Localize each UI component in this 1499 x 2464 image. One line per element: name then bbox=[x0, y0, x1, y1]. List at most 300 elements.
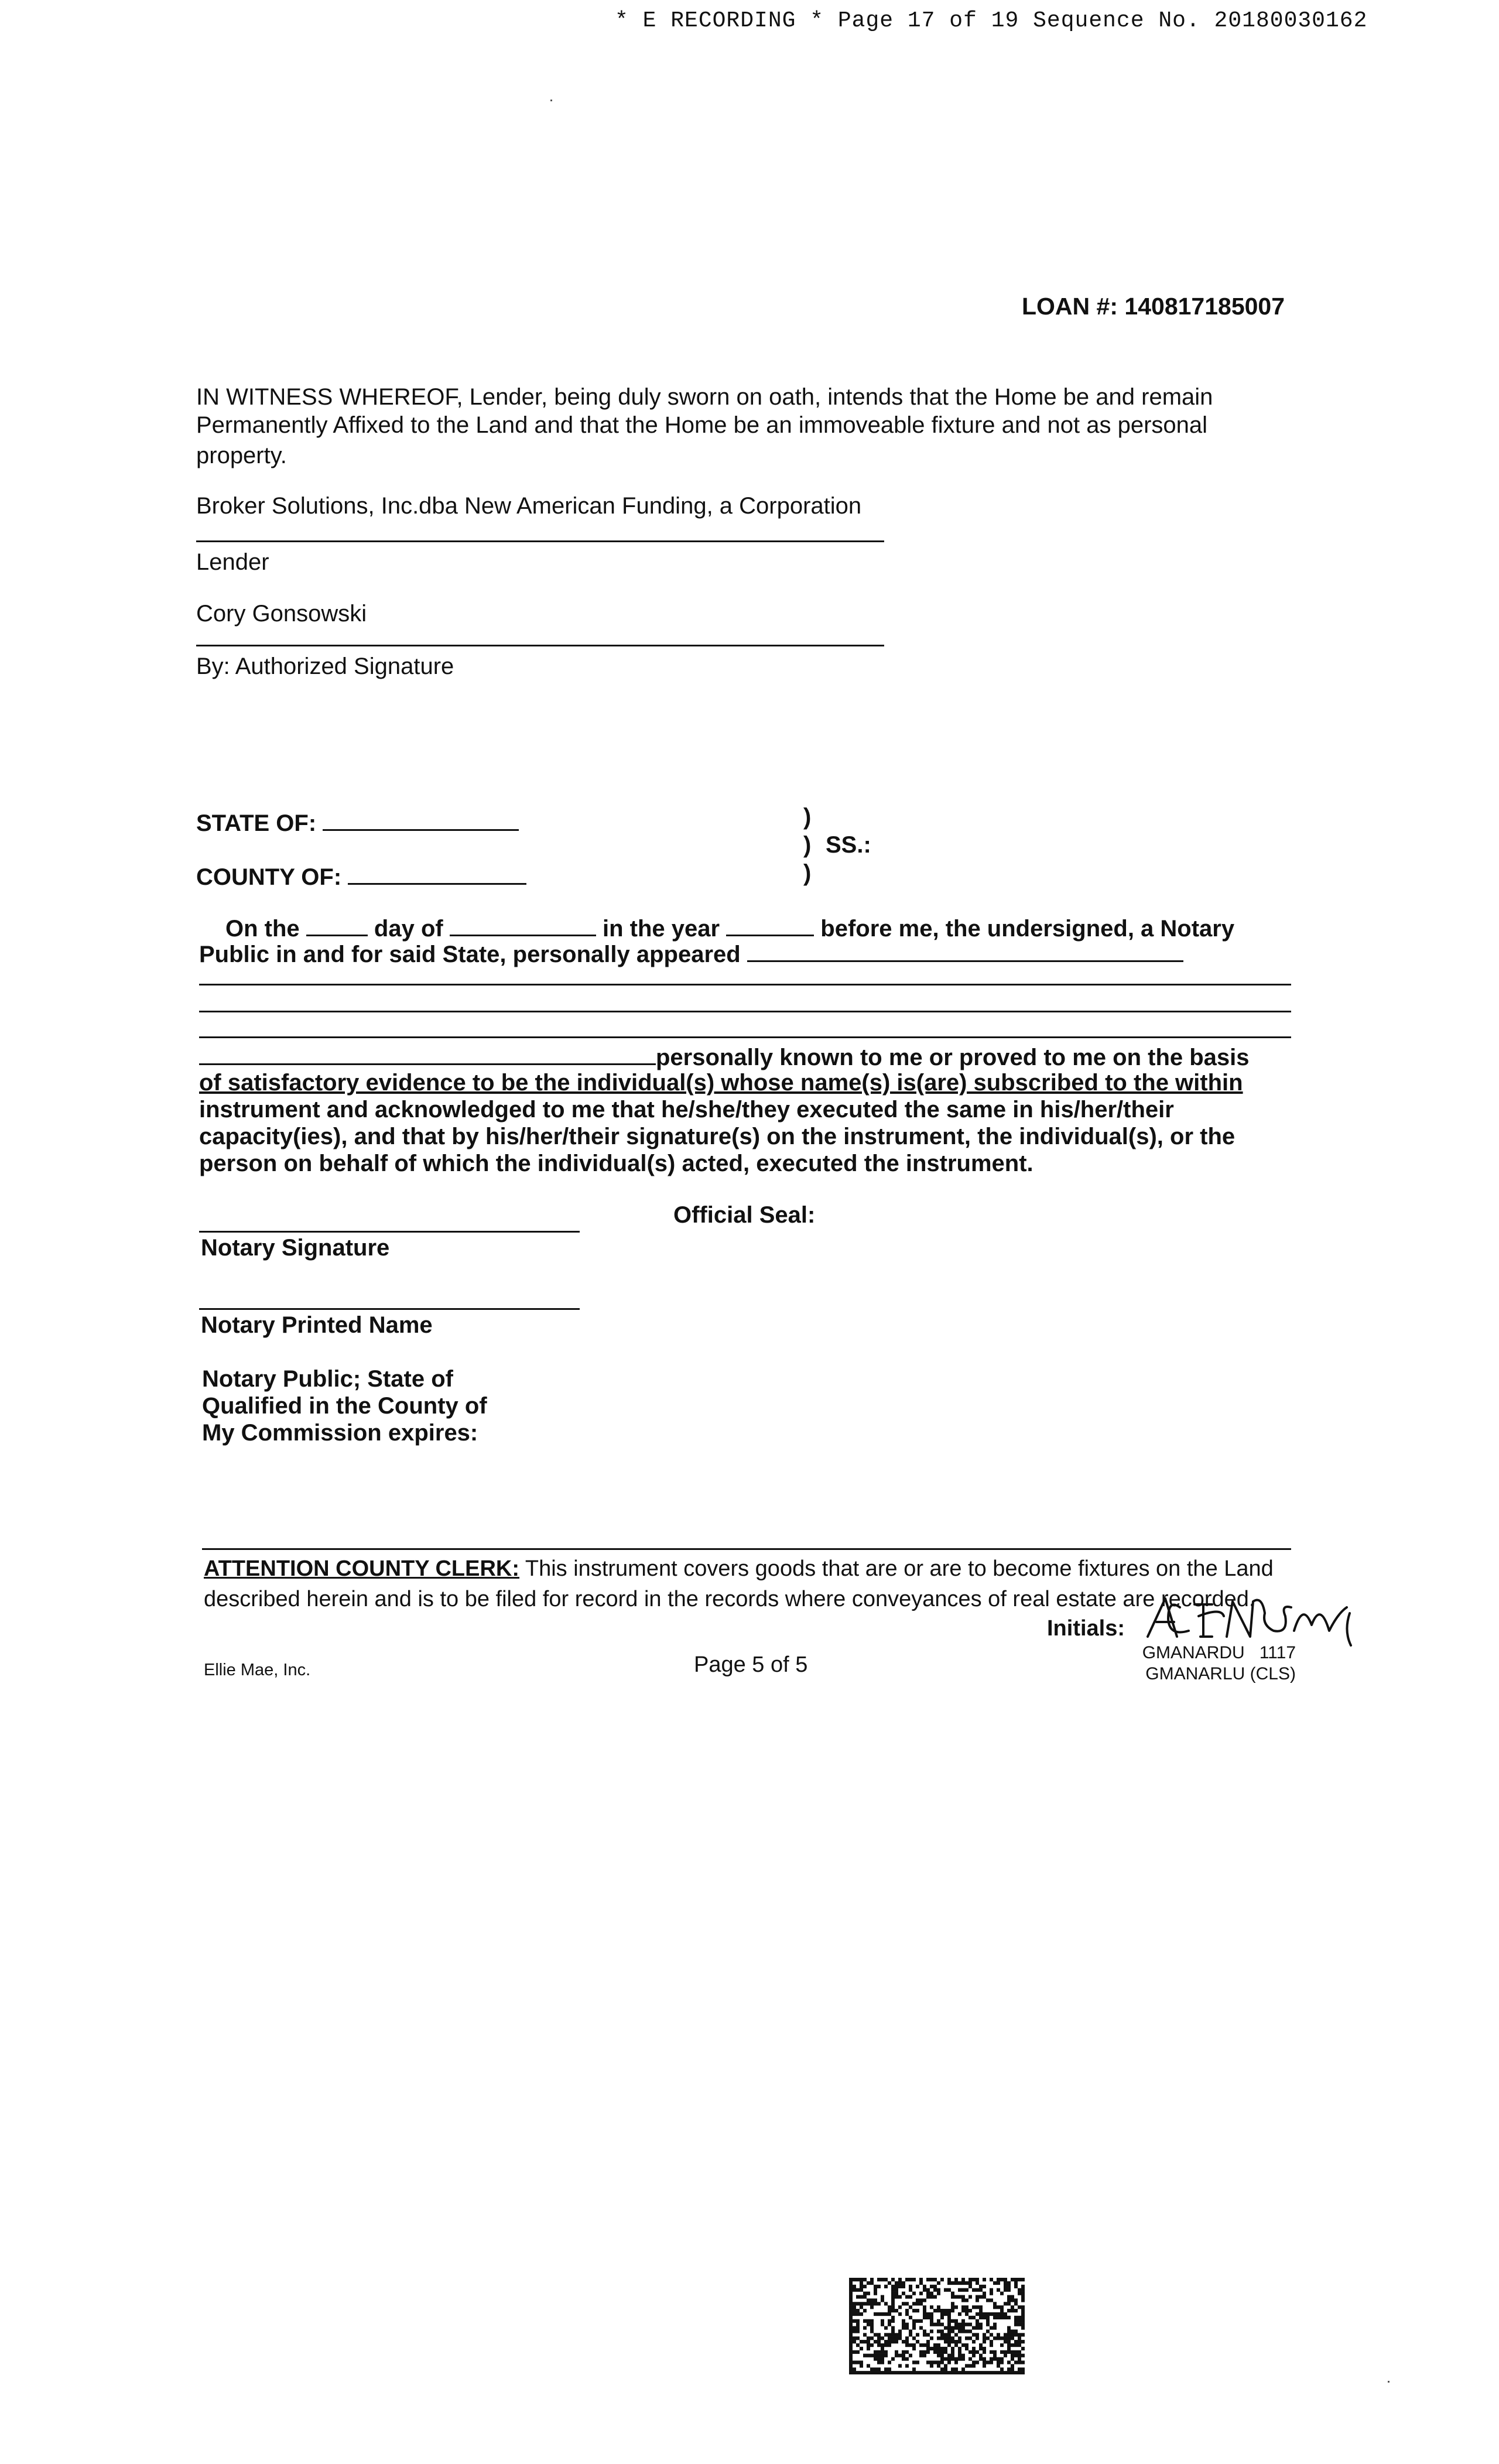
barcode-module bbox=[884, 2371, 888, 2374]
barcode-module bbox=[898, 2371, 902, 2374]
barcode-module bbox=[986, 2360, 990, 2364]
barcode-module bbox=[954, 2357, 958, 2361]
barcode-module bbox=[933, 2295, 937, 2298]
barcode-module bbox=[979, 2326, 983, 2330]
in-the-year-text: in the year bbox=[602, 916, 720, 942]
barcode-module bbox=[860, 2312, 863, 2316]
barcode-module bbox=[997, 2281, 1000, 2285]
barcode-module bbox=[930, 2319, 933, 2323]
paren-3: ) bbox=[803, 860, 812, 886]
barcode-module bbox=[863, 2278, 867, 2281]
barcode-module bbox=[856, 2336, 860, 2340]
barcode-module bbox=[888, 2309, 891, 2312]
barcode-module bbox=[912, 2367, 916, 2371]
barcode-module bbox=[1021, 2360, 1025, 2364]
barcode-module bbox=[870, 2323, 874, 2326]
barcode-module bbox=[898, 2333, 902, 2336]
barcode-module bbox=[891, 2302, 895, 2305]
barcode-module bbox=[867, 2354, 870, 2357]
barcode-module bbox=[983, 2278, 986, 2281]
barcode-module bbox=[863, 2295, 867, 2298]
barcode-module bbox=[986, 2323, 990, 2326]
barcode-module bbox=[881, 2298, 884, 2302]
barcode-module bbox=[951, 2354, 954, 2357]
barcode-module bbox=[979, 2288, 983, 2292]
barcode-module bbox=[881, 2354, 884, 2357]
scan-speck bbox=[550, 100, 552, 101]
barcode-module bbox=[856, 2350, 860, 2354]
barcode-module bbox=[947, 2333, 951, 2336]
barcode-module bbox=[909, 2278, 912, 2281]
barcode-module bbox=[1014, 2319, 1018, 2323]
barcode-module bbox=[951, 2367, 954, 2371]
barcode-module bbox=[849, 2285, 853, 2288]
ack-para-line-1: of satisfactory evidence to be the individual(s) whose name(s) is(are) subscribed to the within bbox=[199, 1070, 1243, 1096]
barcode-module bbox=[891, 2316, 895, 2319]
barcode-module bbox=[990, 2288, 993, 2292]
barcode-module bbox=[1021, 2288, 1025, 2292]
barcode-module bbox=[961, 2278, 965, 2281]
barcode-module bbox=[951, 2281, 954, 2285]
barcode-module bbox=[923, 2354, 926, 2357]
barcode-module bbox=[976, 2371, 979, 2374]
barcode-module bbox=[909, 2288, 912, 2292]
barcode-module bbox=[1011, 2367, 1014, 2371]
barcode-module bbox=[870, 2281, 874, 2285]
barcode-module bbox=[965, 2298, 968, 2302]
appeared-name-blank bbox=[199, 1042, 656, 1065]
barcode-module bbox=[1014, 2285, 1018, 2288]
barcode-module bbox=[933, 2350, 937, 2354]
state-of-block bbox=[196, 808, 519, 837]
barcode-module bbox=[947, 2336, 951, 2340]
barcode-module bbox=[951, 2371, 954, 2374]
barcode-module bbox=[905, 2357, 909, 2361]
barcode-module bbox=[947, 2326, 951, 2330]
barcode-module bbox=[1014, 2360, 1018, 2364]
barcode-module bbox=[898, 2285, 902, 2288]
barcode-module bbox=[990, 2350, 993, 2354]
barcode-module bbox=[997, 2312, 1000, 2316]
barcode-module bbox=[997, 2360, 1000, 2364]
barcode-module bbox=[870, 2302, 874, 2305]
barcode-module bbox=[947, 2357, 951, 2361]
barcode-module bbox=[849, 2292, 853, 2295]
barcode-module bbox=[940, 2329, 944, 2333]
barcode-module bbox=[940, 2371, 944, 2374]
barcode-module bbox=[976, 2281, 979, 2285]
barcode-module bbox=[867, 2281, 870, 2285]
barcode-module bbox=[951, 2340, 954, 2343]
clerk-text-1: This instrument covers goods that are or are to become fixtures on the Land bbox=[525, 1556, 1274, 1581]
barcode-module bbox=[905, 2340, 909, 2343]
barcode-module bbox=[979, 2343, 983, 2347]
barcode-module bbox=[1014, 2281, 1018, 2285]
barcode-module bbox=[895, 2285, 898, 2288]
barcode-module bbox=[976, 2336, 979, 2340]
ack-para-line-4: person on behalf of which the individual(s) acted, executed the instrument. bbox=[199, 1151, 1033, 1176]
barcode-module bbox=[898, 2312, 902, 2316]
barcode-module bbox=[849, 2305, 853, 2309]
barcode-module bbox=[937, 2329, 940, 2333]
barcode-module bbox=[965, 2347, 968, 2350]
barcode-module bbox=[976, 2288, 979, 2292]
barcode-module bbox=[867, 2302, 870, 2305]
barcode-module bbox=[1000, 2316, 1004, 2319]
barcode-module bbox=[972, 2316, 976, 2319]
barcode-module bbox=[961, 2326, 965, 2330]
barcode-module bbox=[912, 2319, 916, 2323]
barcode-module bbox=[979, 2347, 983, 2350]
barcode-module bbox=[919, 2298, 923, 2302]
barcode-module bbox=[947, 2278, 951, 2281]
lender-name: Broker Solutions, Inc.dba New American Funding, a Corporation bbox=[196, 493, 862, 519]
barcode-module bbox=[1007, 2347, 1011, 2350]
barcode-module bbox=[954, 2281, 958, 2285]
barcode-module bbox=[983, 2295, 986, 2298]
barcode-module bbox=[884, 2278, 888, 2281]
barcode-module bbox=[1021, 2340, 1025, 2343]
barcode-module bbox=[951, 2309, 954, 2312]
barcode-module bbox=[951, 2350, 954, 2354]
barcode-module bbox=[849, 2316, 853, 2319]
barcode-module bbox=[891, 2333, 895, 2336]
barcode-module bbox=[937, 2323, 940, 2326]
barcode-module bbox=[888, 2360, 891, 2364]
barcode-module bbox=[895, 2354, 898, 2357]
barcode-module bbox=[881, 2357, 884, 2361]
county-label: COUNTY OF: bbox=[196, 864, 342, 890]
barcode-module bbox=[1004, 2312, 1007, 2316]
barcode-module bbox=[870, 2298, 874, 2302]
barcode-module bbox=[933, 2288, 937, 2292]
barcode-module bbox=[961, 2319, 965, 2323]
barcode-module bbox=[979, 2309, 983, 2312]
barcode-module bbox=[954, 2343, 958, 2347]
county-blank bbox=[348, 862, 526, 885]
barcode-module bbox=[947, 2360, 951, 2364]
barcode-module bbox=[976, 2312, 979, 2316]
barcode-module bbox=[1007, 2333, 1011, 2336]
barcode-module bbox=[986, 2312, 990, 2316]
barcode-module bbox=[919, 2371, 923, 2374]
barcode-module bbox=[881, 2295, 884, 2298]
barcode-module bbox=[965, 2323, 968, 2326]
barcode-module bbox=[891, 2288, 895, 2292]
barcode-module bbox=[940, 2354, 944, 2357]
barcode-module bbox=[909, 2333, 912, 2336]
barcode-module bbox=[993, 2357, 997, 2361]
barcode-module bbox=[877, 2336, 881, 2340]
barcode-module bbox=[954, 2326, 958, 2330]
personally-known-text: personally known to me or proved to me on the basis bbox=[656, 1045, 1250, 1070]
barcode-module bbox=[881, 2323, 884, 2326]
barcode-module bbox=[997, 2278, 1000, 2281]
barcode-module bbox=[1021, 2305, 1025, 2309]
barcode-module bbox=[877, 2371, 881, 2374]
barcode-module bbox=[1021, 2371, 1025, 2374]
barcode-module bbox=[1000, 2305, 1004, 2309]
barcode-module bbox=[884, 2340, 888, 2343]
barcode-module bbox=[1004, 2350, 1007, 2354]
barcode-module bbox=[856, 2371, 860, 2374]
barcode-module bbox=[1011, 2278, 1014, 2281]
scan-speck bbox=[1388, 2381, 1390, 2383]
barcode-module bbox=[926, 2288, 930, 2292]
barcode-module bbox=[912, 2292, 916, 2295]
barcode-module bbox=[898, 2364, 902, 2367]
barcode-module bbox=[940, 2312, 944, 2316]
barcode-module bbox=[898, 2278, 902, 2281]
barcode-module bbox=[944, 2340, 947, 2343]
barcode-module bbox=[930, 2371, 933, 2374]
barcode-module bbox=[937, 2347, 940, 2350]
barcode-module bbox=[1007, 2302, 1011, 2305]
barcode-module bbox=[1004, 2340, 1007, 2343]
barcode-module bbox=[944, 2364, 947, 2367]
barcode-module bbox=[891, 2329, 895, 2333]
barcode-module bbox=[902, 2281, 905, 2285]
barcode-module bbox=[951, 2292, 954, 2295]
barcode-module bbox=[1004, 2316, 1007, 2319]
barcode-module bbox=[983, 2364, 986, 2367]
barcode-module bbox=[923, 2371, 926, 2374]
barcode-module bbox=[877, 2367, 881, 2371]
barcode-module bbox=[860, 2371, 863, 2374]
barcode-module bbox=[849, 2340, 853, 2343]
barcode-module bbox=[1007, 2329, 1011, 2333]
barcode-module bbox=[990, 2371, 993, 2374]
barcode-module bbox=[983, 2312, 986, 2316]
barcode-module bbox=[944, 2326, 947, 2330]
barcode-module bbox=[961, 2329, 965, 2333]
barcode-module bbox=[1021, 2295, 1025, 2298]
barcode-module bbox=[849, 2371, 853, 2374]
barcode-module bbox=[884, 2312, 888, 2316]
barcode-module bbox=[947, 2319, 951, 2323]
barcode-module bbox=[997, 2288, 1000, 2292]
barcode-module bbox=[990, 2292, 993, 2295]
witness-line-1: IN WITNESS WHEREOF, Lender, being duly sworn on oath, intends that the Home be and remain bbox=[196, 384, 1213, 410]
ack-para-line-3: capacity(ies), and that by his/her/their signature(s) on the instrument, the individual(s), or the bbox=[199, 1124, 1236, 1149]
barcode-module bbox=[853, 2360, 856, 2364]
barcode-module bbox=[979, 2295, 983, 2298]
barcode-module bbox=[937, 2309, 940, 2312]
barcode-module bbox=[905, 2323, 909, 2326]
barcode-module bbox=[976, 2350, 979, 2354]
barcode-module bbox=[990, 2298, 993, 2302]
barcode-module bbox=[874, 2288, 877, 2292]
barcode-module bbox=[912, 2347, 916, 2350]
barcode-module bbox=[1014, 2329, 1018, 2333]
barcode-module bbox=[909, 2371, 912, 2374]
barcode-module bbox=[947, 2340, 951, 2343]
barcode-module bbox=[926, 2347, 930, 2350]
paren-2: ) bbox=[803, 832, 812, 858]
witness-line-3: property. bbox=[196, 443, 287, 468]
barcode-module bbox=[849, 2326, 853, 2330]
barcode-module bbox=[1018, 2336, 1021, 2340]
barcode-module bbox=[881, 2343, 884, 2347]
barcode-module bbox=[856, 2295, 860, 2298]
barcode-module bbox=[983, 2360, 986, 2364]
barcode-module bbox=[912, 2309, 916, 2312]
barcode-module bbox=[1007, 2367, 1011, 2371]
barcode-module bbox=[867, 2323, 870, 2326]
barcode-module bbox=[867, 2364, 870, 2367]
barcode-module bbox=[976, 2360, 979, 2364]
barcode-module bbox=[867, 2292, 870, 2295]
barcode-module bbox=[972, 2354, 976, 2357]
barcode-module bbox=[1007, 2371, 1011, 2374]
barcode-module bbox=[853, 2340, 856, 2343]
barcode-module bbox=[958, 2336, 961, 2340]
signer-name: Cory Gonsowski bbox=[196, 601, 367, 627]
barcode-module bbox=[961, 2354, 965, 2357]
barcode-module bbox=[968, 2323, 972, 2326]
barcode-module bbox=[976, 2278, 979, 2281]
barcode-module bbox=[951, 2302, 954, 2305]
before-me-text: before me, the undersigned, a Notary bbox=[820, 916, 1235, 942]
barcode-module bbox=[923, 2309, 926, 2312]
barcode-module bbox=[1014, 2354, 1018, 2357]
barcode-module bbox=[888, 2371, 891, 2374]
barcode-module bbox=[954, 2305, 958, 2309]
ss-label: SS.: bbox=[826, 832, 871, 858]
barcode-module bbox=[849, 2333, 853, 2336]
initials-signature bbox=[1145, 1590, 1356, 1648]
barcode-module bbox=[947, 2354, 951, 2357]
barcode-module bbox=[891, 2357, 895, 2361]
barcode-module bbox=[1007, 2285, 1011, 2288]
barcode-module bbox=[940, 2357, 944, 2361]
barcode-module bbox=[912, 2360, 916, 2364]
barcode-module bbox=[968, 2329, 972, 2333]
barcode-module bbox=[997, 2316, 1000, 2319]
on-the-text: On the bbox=[225, 916, 300, 942]
barcode-module bbox=[884, 2343, 888, 2347]
barcode-module bbox=[849, 2350, 853, 2354]
barcode-module bbox=[1018, 2371, 1021, 2374]
barcode-module bbox=[958, 2281, 961, 2285]
barcode-module bbox=[1014, 2333, 1018, 2336]
barcode-module bbox=[1021, 2292, 1025, 2295]
barcode-module bbox=[1018, 2354, 1021, 2357]
personally-known-line bbox=[199, 1042, 1250, 1071]
barcode-module bbox=[1007, 2309, 1011, 2312]
barcode-module bbox=[891, 2295, 895, 2298]
barcode-module bbox=[1011, 2354, 1014, 2357]
barcode-module bbox=[937, 2336, 940, 2340]
barcode-module bbox=[881, 2319, 884, 2323]
barcode-module bbox=[856, 2343, 860, 2347]
barcode-module bbox=[888, 2319, 891, 2323]
barcode-module bbox=[849, 2298, 853, 2302]
barcode-module bbox=[961, 2323, 965, 2326]
barcode-module bbox=[888, 2312, 891, 2316]
barcode-module bbox=[940, 2323, 944, 2326]
barcode-module bbox=[1004, 2285, 1007, 2288]
barcode-module bbox=[867, 2336, 870, 2340]
barcode-module bbox=[961, 2295, 965, 2298]
barcode-module bbox=[860, 2305, 863, 2309]
barcode-module bbox=[874, 2367, 877, 2371]
barcode-module bbox=[954, 2360, 958, 2364]
barcode-module bbox=[930, 2329, 933, 2333]
barcode-module bbox=[1014, 2371, 1018, 2374]
barcode-module bbox=[1021, 2312, 1025, 2316]
barcode-module bbox=[905, 2295, 909, 2298]
barcode-module bbox=[856, 2360, 860, 2364]
barcode-module bbox=[870, 2336, 874, 2340]
barcode-module bbox=[874, 2340, 877, 2343]
barcode-module bbox=[867, 2298, 870, 2302]
barcode-module bbox=[1018, 2357, 1021, 2361]
barcode-module bbox=[923, 2333, 926, 2336]
barcode-module bbox=[849, 2360, 853, 2364]
barcode-module bbox=[863, 2309, 867, 2312]
barcode-module bbox=[923, 2316, 926, 2319]
barcode-module bbox=[891, 2340, 895, 2343]
barcode-module bbox=[902, 2323, 905, 2326]
barcode-module bbox=[870, 2371, 874, 2374]
barcode-module bbox=[944, 2309, 947, 2312]
barcode-module bbox=[961, 2305, 965, 2309]
loan-number-block bbox=[1022, 293, 1285, 320]
barcode-module bbox=[972, 2364, 976, 2367]
paren-1: ) bbox=[803, 804, 812, 830]
barcode-module bbox=[856, 2329, 860, 2333]
barcode-module bbox=[965, 2288, 968, 2292]
barcode-module bbox=[849, 2357, 853, 2361]
barcode-module bbox=[968, 2357, 972, 2361]
barcode-module bbox=[958, 2329, 961, 2333]
barcode-module bbox=[912, 2326, 916, 2330]
barcode-module bbox=[958, 2340, 961, 2343]
barcode-module bbox=[1007, 2326, 1011, 2330]
barcode-module bbox=[990, 2278, 993, 2281]
barcode-module bbox=[986, 2319, 990, 2323]
barcode-module bbox=[891, 2319, 895, 2323]
barcode-module bbox=[979, 2354, 983, 2357]
barcode-module bbox=[976, 2298, 979, 2302]
barcode-module bbox=[881, 2350, 884, 2354]
barcode-module bbox=[1018, 2323, 1021, 2326]
barcode-module bbox=[965, 2336, 968, 2340]
barcode-module bbox=[902, 2302, 905, 2305]
barcode-module bbox=[874, 2357, 877, 2361]
barcode-module bbox=[983, 2285, 986, 2288]
barcode-module bbox=[916, 2340, 919, 2343]
barcode-module bbox=[965, 2329, 968, 2333]
barcode-module bbox=[853, 2278, 856, 2281]
barcode-module bbox=[1007, 2288, 1011, 2292]
barcode-module bbox=[968, 2285, 972, 2288]
barcode-module bbox=[1007, 2336, 1011, 2340]
barcode-module bbox=[856, 2319, 860, 2323]
barcode-module bbox=[849, 2329, 853, 2333]
barcode-module bbox=[986, 2316, 990, 2319]
barcode-module bbox=[951, 2357, 954, 2361]
barcode-module bbox=[849, 2278, 853, 2281]
barcode-module bbox=[958, 2357, 961, 2361]
barcode-module bbox=[940, 2316, 944, 2319]
barcode-module bbox=[898, 2305, 902, 2309]
barcode-module bbox=[937, 2288, 940, 2292]
footer-code-1: GMANARDU 1117 bbox=[1142, 1643, 1296, 1662]
barcode-module bbox=[891, 2292, 895, 2295]
barcode-module bbox=[993, 2281, 997, 2285]
